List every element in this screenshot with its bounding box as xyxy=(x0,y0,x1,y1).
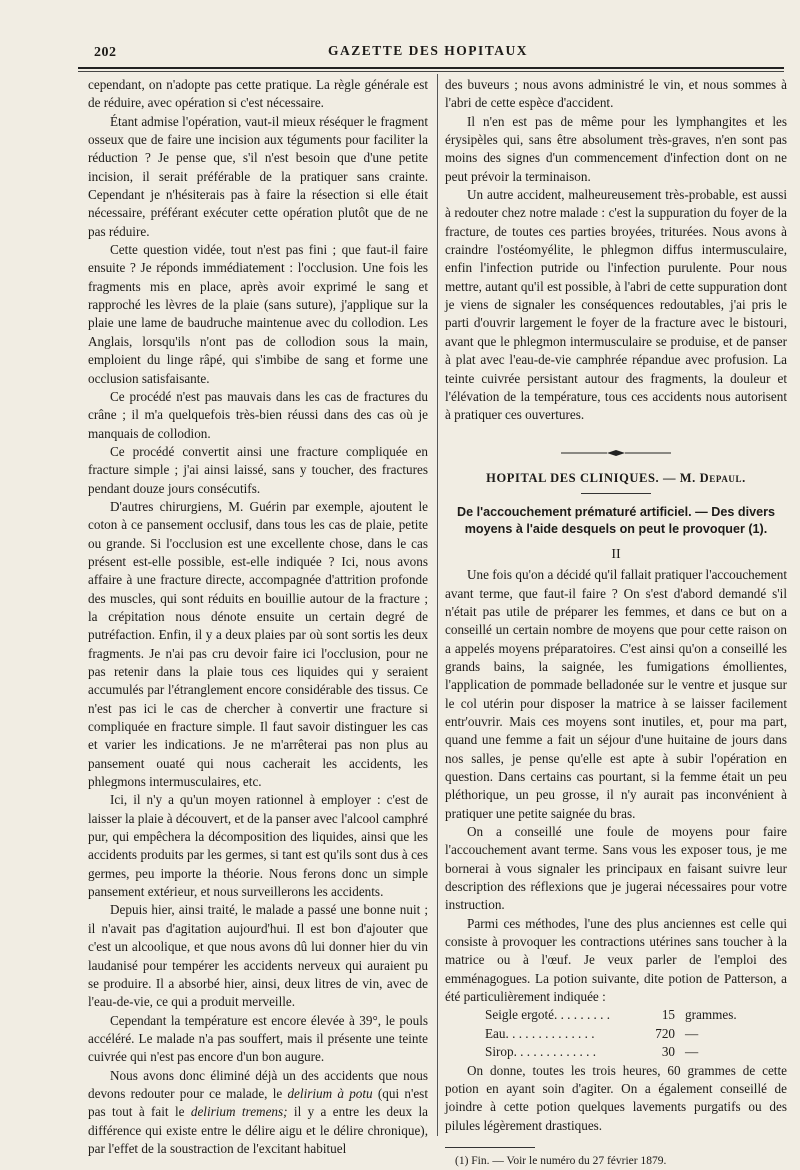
paragraph: On donne, toutes les trois heures, 60 grammes de cette potion en ayant soin d'agiter. On a également conseillé de joindre à cette potion quelques lavements purgatifs ou des pilules légèrement drastiques. xyxy=(445,1062,787,1133)
column-divider xyxy=(437,74,438,1136)
ingredient-unit: grammes. xyxy=(685,1007,737,1023)
paragraph: Ici, il n'y a qu'un moyen rationnel à employer : c'est de laisser la plaie à découvert, et de la panser avec l'alcool camphré pur, qui empêchera la décomposition des liquides, ainsi que les accidents produits par les germes, si tant est qu'ils sont dus à ces germes, peu importe la théorie. Nous ferons donc un simple pansement extérieur, et nous surveillerons les accidents. xyxy=(88,792,428,900)
paragraph: Il n'en est pas de même pour les lymphangites et les érysipèles qui, sans être absolument très-graves, n'en sont pas moins des signes d'un commencement d'infection dont on ne peut prévoir la terminaison. xyxy=(445,113,787,184)
paragraph: cependant, on n'adopte pas cette pratique. La règle générale est de réduire, avec opération si c'est nécessaire. xyxy=(88,77,428,111)
journal-title: GAZETTE DES HOPITAUX xyxy=(327,43,529,58)
ingredient-quantity: 30 xyxy=(661,1044,675,1060)
paragraph: Ce procédé convertit ainsi une fracture compliquée en fracture simple ; j'ai ainsi laissé, sans y toucher, des fractures pendant douze jours consécutifs. xyxy=(88,443,428,496)
paragraph: Un autre accident, malheureusement très-probable, est aussi à redouter chez notre malade : c'est la suppuration du foyer de la fracture, de toutes ces parties broyées, triturées. Nous avons à craindre l'ostéomyélite, le phlegmon diffus intermusculaire, enfin l'infection putride ou l'infection purulente. Pour nous mettre, autant qu'il est possible, à l'abri de cette suppuration dont je viens de signaler les conséquences redoutables, j'ai pris le parti d'ouvrir largement le foyer de la fracture avec le bistouri, avant que le phlegmon intermusculaire se produise, et de panser à plat avec l'eau-de-vie camphrée répandue avec profusion. La teinte cuivrée persistant autour des fragments, la douleur et l'élévation de la température, tous ces accidents nous autorisent à pratiquer ces ouvertures. xyxy=(445,187,787,423)
section-title xyxy=(445,469,787,487)
recipe-list xyxy=(485,1006,787,1061)
right-column xyxy=(445,76,787,1170)
ingredient-quantity: 720 xyxy=(655,1025,675,1041)
footnote-rule xyxy=(445,1147,535,1148)
text-run: Nous avons donc éliminé déjà un des accidents que nous devons redouter pour ce malade, le xyxy=(88,1067,428,1101)
page-number: 202 xyxy=(94,45,117,60)
paragraph: On a conseillé une foule de moyens pour faire l'accouchement avant terme. Sans vous les exposer tous, je me bornerai à vous signaler les principaux en faisant suivre leur description des réflexions que je jugerai nécessaires pour votre instruction. xyxy=(445,824,787,913)
left-column xyxy=(88,76,428,1158)
italic-term: delirium tremens; xyxy=(190,1104,288,1120)
recipe-row xyxy=(485,1025,787,1043)
paragraph: des buveurs ; nous avons administré le vin, et nous sommes à l'abri de cette espèce d'accident. xyxy=(445,77,787,111)
paragraph: Parmi ces méthodes, l'une des plus anciennes est celle qui consiste à provoquer les contractions utérines sans toucher à la matrice ou à l'œuf. Je veux parler de l'emploi des emménagogues. La potion suivante, dite potion de Patterson, a été particulièrement indiquée : xyxy=(445,915,787,1005)
paragraph: Depuis hier, ainsi traité, le malade a passé une bonne nuit ; il n'avait pas d'agitation aujourd'hui. Il est bon d'ajouter que c'est un alcoolique, et que nous avons dû lui donner hier du vin laudanisé pour tempérer les accidents nerveux qui auraient pu se produire. Il a absorbé hier, ainsi, deux litres de vin, avec de l'eau-de-vie, ce qui a produit merveille. xyxy=(88,902,428,1010)
ingredient-unit: — xyxy=(685,1025,699,1041)
paragraph: D'autres chirurgiens, M. Guérin par exemple, ajoutent le coton à ce pansement occlusif, dans tous les cas de plaie, petite ou grande. Si l'occlusion est une excellente chose, dans le cas présent est-elle possible, est-elle indiquée ? Ici, nous avons affaire à une fracture directe, accompagnée d'attrition profonde des muscles, qui sont réduits en bouillie autour de la fracture ; la crépitation nous dénote ensuite un certain degré de putréfaction. Enfin, il y a deux plaies par où sont sortis les deux fragments. Je n'ai pas cru devoir faire ici l'occlusion, pour ne pas retenir dans la plaie tous ces liquides qui y seraient accumulés par l'étranglement encore considérable des tissus. Ce n'est pas ici le cas de chercher à convertir une fracture si compliquée en fracture simple. Il faut savoir distinguer les cas et varier les indications. Je ne m'arrêterai pas non plus au pansement ouaté qui nous cacherait les accidents, les phlegmons intermusculaires, etc. xyxy=(88,498,428,790)
ornament-rule-icon xyxy=(561,448,671,458)
paragraph-with-italics xyxy=(88,1067,428,1159)
paragraph: Étant admise l'opération, vaut-il mieux réséquer le fragment osseux que de faire une incision aux téguments pour faciliter la réduction ? Je pense que, s'il n'est besoin que d'une petite incision, il serait préférable de la pratiquer sans crainte. Cependant je n'hésiterais pas à faire la résection si elle était nécessaire, préférant exécuter cette opération plutôt que de ne pas réduire. xyxy=(88,113,428,239)
part-number: II xyxy=(611,546,621,562)
section-author: Depaul. xyxy=(699,470,746,485)
ingredient-name: Eau. . . . . . . . . . . . . . xyxy=(485,1025,595,1041)
ingredient-name: Seigle ergoté. . . . . . . . . xyxy=(485,1007,611,1023)
italic-term: delirium à potu xyxy=(287,1085,373,1101)
section-heading: HOPITAL DES CLINIQUES. — M. xyxy=(486,470,696,485)
ingredient-name: Sirop. . . . . . . . . . . . . xyxy=(485,1044,596,1060)
paragraph: Cette question vidée, tout n'est pas fini ; que faut-il faire ensuite ? Je réponds immédiatement : l'occlusion. Une fois les fragments mis en place, après avoir exprimé le sang et rapproché les lèvres de la plaie (sans suture), j'applique sur la plaie une lame de baudruche maintenue avec du collodion. Les Anglais, lorsqu'ils n'ont pas de collodion sous la main, emploient du linge râpé, qui s'imbibe de sang et forme une occlusion satisfaisante. xyxy=(88,242,428,386)
footnote: (1) Fin. — Voir le numéro du 27 février 1879. xyxy=(455,1154,667,1167)
ingredient-quantity: 15 xyxy=(661,1007,675,1023)
paragraph: Ce procédé n'est pas mauvais dans les cas de fractures du crâne ; il m'a quelquefois très-bien réussi dans des cas où je manquais de collodion. xyxy=(88,388,428,441)
recipe-row xyxy=(485,1043,787,1061)
short-rule xyxy=(581,493,651,494)
recipe-row xyxy=(485,1006,787,1024)
ingredient-unit: — xyxy=(685,1044,699,1060)
paragraph: Une fois qu'on a décidé qu'il fallait pratiquer l'accouchement avant terme, que faut-il faire ? On s'est d'abord demandé s'il n'était pas utile de préparer les femmes, et dans ce but on a conseillé un certain nombre de moyens que pour cette raison on a appelés moyens préparatoires. C'est ainsi qu'on a conseillé les grands bains, la saignée, les fumigations émollientes, l'application de pommade belladonée sur le ventre et jusque sur le col utérin pour disposer la matrice à se laisser facilement entr'ouvrir. Mais ces moyens sont inutiles, et, pour ma part, quand une femme a fait un séjour d'une huitaine de jours dans nos salles, je pense qu'elle est apte à subir l'opération en question. Dans certains cas pourtant, si la femme était un peu pléthorique, un peu grosse, il n'y aurait pas inconvénient à pratiquer une petite saignée du bras. xyxy=(445,567,787,821)
article-subtitle: De l'accouchement prématuré artificiel. — Des divers moyens à l'aide desquels on peut le provoquer (1). xyxy=(457,504,775,536)
header-rule xyxy=(78,67,784,72)
page-header xyxy=(78,40,778,64)
text-run: (qui n'est pas tout à fait le xyxy=(88,1085,428,1120)
text-run: il y a entre les deux la différence qui existe entre le délire aigu et le délire chronique), par l'effet de la soustraction de l'excitant habituel xyxy=(88,1104,428,1156)
paragraph: Cependant la température est encore élevée à 39°, le pouls accéléré. Le malade n'a pas souffert, mais il présente une teinte cuivrée qui n'est pas encore d'un bon augure. xyxy=(88,1012,428,1065)
section-ornament xyxy=(445,445,787,455)
